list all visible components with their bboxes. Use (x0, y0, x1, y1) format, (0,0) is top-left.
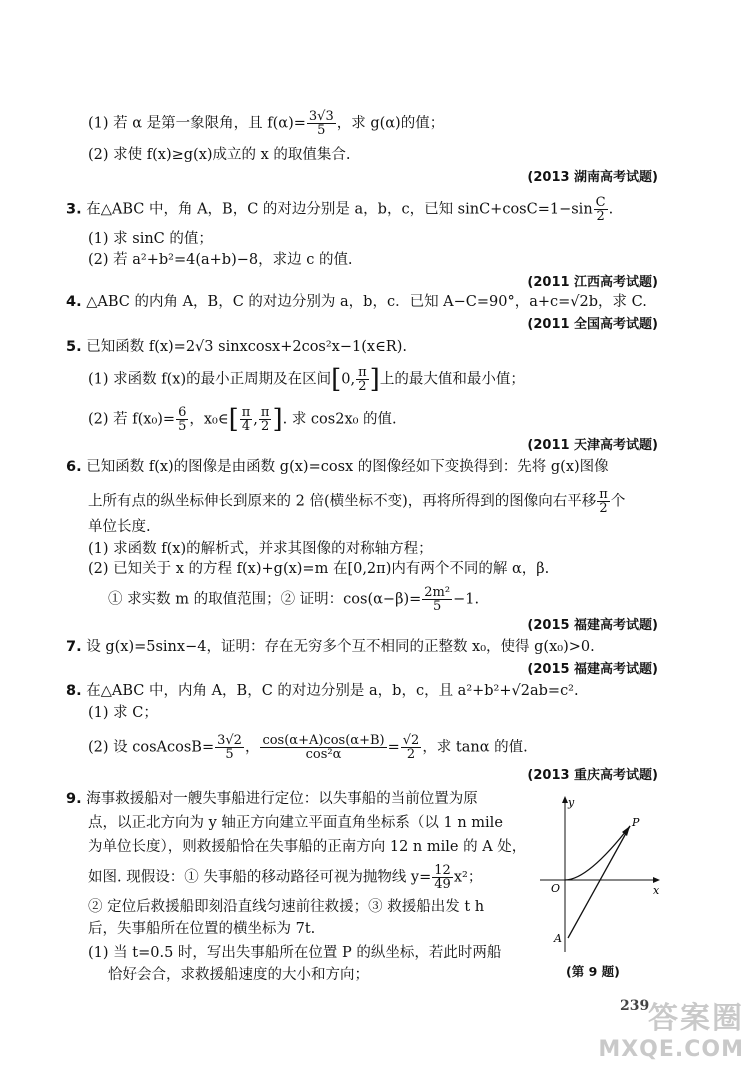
fraction (215, 734, 244, 761)
fraction (597, 488, 610, 515)
source-2011-jiangxi: (2011 江西高考试题) (527, 275, 658, 290)
text: (2) 设 cosAcosB= (88, 739, 215, 756)
label-origin: O (551, 882, 561, 895)
text: 0, (341, 371, 356, 388)
problem-6-line-2 (88, 488, 625, 515)
text: = (387, 739, 400, 756)
problem-9-line-3: 为单位长度），则救援船恰在失事船的正南方向 12 n mile 的 A 处， (88, 839, 527, 855)
fraction (401, 734, 422, 761)
source-2013-chongqing: (2013 重庆高考试题) (527, 768, 658, 783)
problem-4 (66, 291, 647, 313)
problem-9-part-1: (1) 当 t=0.5 时，写出失事船所在位置 P 的纵坐标，若此时两船 (88, 945, 502, 961)
text: −1. (453, 591, 480, 608)
problem-number: 9. (66, 791, 82, 807)
denominator: 49 (434, 877, 451, 892)
fraction (432, 864, 453, 891)
problem-5-part-1 (88, 366, 525, 393)
problem-9 (66, 788, 478, 810)
problem-number: 8. (66, 683, 82, 699)
numerator: 12 (434, 863, 451, 878)
denominator: 5 (178, 419, 187, 434)
label-y: y (568, 796, 575, 809)
source-2011-national: (2011 全国高考试题) (527, 317, 658, 332)
text: 在△ABC 中，内角 A，B，C 的对边分别是 a，b，c，且 a²+b²+√2ab=c². (86, 683, 579, 699)
x-axis-arrow (653, 877, 660, 883)
denominator: 2 (261, 419, 270, 434)
problem-6-part-1: (1) 求函数 f(x)的解析式，并求其图像的对称轴方程； (88, 541, 433, 557)
label-x: x (653, 884, 660, 897)
problem-3-part-1: (1) 求 sinC 的值； (88, 231, 213, 247)
problem-7 (66, 636, 595, 658)
page-number: 239 (620, 998, 650, 1014)
source-2015-fujian-a: (2015 福建高考试题) (527, 618, 658, 633)
rescue-path-line (568, 826, 630, 938)
problem-8-part-1: (1) 求 C； (88, 705, 158, 721)
text: 设 g(x)=5sinx−4，证明：存在无穷多个互不相同的正整数 x₀，使得 g(x₀)>0. (86, 639, 595, 655)
text: ，求 tanα 的值. (422, 739, 528, 756)
watermark-line-1: 答案圈 (648, 1001, 744, 1036)
numerator: π (260, 405, 270, 420)
problem-number: 4. (66, 294, 82, 310)
text: ，x₀∈ (189, 411, 229, 428)
denominator: 2 (406, 747, 416, 762)
problem-3-part-2: (2) 若 a²+b²=4(a+b)−8，求边 c 的值. (88, 252, 353, 268)
label-a: A (554, 932, 562, 945)
problem-9-part-1-cont: 恰好会合，求救援船速度的大小和方向； (108, 967, 369, 983)
fraction (307, 110, 336, 137)
numerator: 2m² (424, 585, 451, 600)
problem-2-part-1 (88, 110, 444, 137)
source-2011-tianjin: (2011 天津高考试题) (527, 438, 658, 453)
problem-9-line-5: ② 定位后救援船即刻沿直线匀速前往救援；③ 救援船出发 t h (88, 899, 485, 915)
text: ，求 g(α)的值； (336, 115, 445, 132)
problem-6-part-2: (2) 已知关于 x 的方程 f(x)+g(x)=m 在[0,2π)内有两个不同的解 α，β. (88, 561, 550, 577)
problem-2-part-2: (2) 求使 f(x)≥g(x)成立的 x 的取值集合. (88, 147, 351, 163)
figure-caption: (第 9 题) (566, 964, 620, 979)
fraction (356, 366, 369, 393)
problem-9-figure (538, 792, 668, 957)
source-2013-hunan: (2013 湖南高考试题) (527, 170, 658, 185)
numerator: 3√2 (217, 733, 242, 748)
problem-6 (66, 456, 609, 478)
problem-8 (66, 680, 579, 702)
text: (2) 若 f(x₀)= (88, 411, 176, 428)
problem-5 (66, 336, 407, 358)
text: 个 (610, 493, 626, 510)
problem-number: 5. (66, 339, 82, 355)
denominator: 2 (599, 501, 608, 516)
text: 上的最大值和最小值； (379, 371, 525, 388)
text: x²； (453, 869, 483, 886)
text: (1) 求函数 f(x)的最小正周期及在区间 (88, 371, 332, 388)
problem-6-line-3: 单位长度. (88, 519, 151, 535)
numerator: π (358, 365, 367, 380)
text: 如图. 现假设：① 失事船的移动路径可视为抛物线 y= (88, 869, 432, 886)
problem-9-line-6: 后，失事船所在位置的横坐标为 7t. (88, 921, 316, 937)
fraction (594, 196, 608, 223)
watermark-line-2: MXQE.COM (598, 1037, 744, 1062)
text: 已知函数 f(x)=2√3 sinxcosx+2cos²x−1(x∈R). (86, 339, 407, 355)
fraction (176, 406, 188, 433)
denominator: 5 (433, 599, 442, 614)
fraction (240, 406, 253, 433)
numerator: π (599, 487, 608, 502)
bracket: [ (228, 404, 239, 435)
text: △ABC 的内角 A，B，C 的对边分别为 a，b，c．已知 A−C=90°，a+c=√2b，求 C. (86, 294, 647, 310)
watermark (598, 993, 744, 1062)
text: . (608, 201, 614, 218)
problem-number: 7. (66, 639, 82, 655)
text: ① 求实数 m 的取值范围；② 证明：cos(α−β)= (108, 591, 422, 608)
numerator: C (595, 195, 606, 210)
numerator: √2 (402, 733, 420, 748)
problem-number: 6. (66, 459, 82, 475)
problem-3 (66, 196, 613, 223)
problem-9-line-4 (88, 864, 482, 891)
label-p: P (632, 816, 640, 829)
text: 上所有点的纵坐标伸长到原来的 2 倍(横坐标不变)，再将所得到的图像向右平移 (88, 493, 597, 510)
numerator: 3√3 (308, 109, 334, 124)
denominator: 5 (225, 747, 234, 762)
fraction (259, 406, 272, 433)
bracket: [ (331, 364, 342, 395)
problem-9-line-2: 点，以正北方向为 y 轴正方向建立平面直角坐标系（以 1 n mile (88, 815, 503, 831)
bracket: ] (272, 404, 283, 435)
denominator: cos²α (305, 747, 342, 762)
fraction (422, 586, 452, 613)
fraction (260, 734, 386, 761)
numerator: cos(α+A)cos(α+B) (262, 733, 385, 748)
source-2015-fujian-b: (2015 福建高考试题) (527, 662, 658, 677)
numerator: π (241, 405, 251, 420)
denominator: 4 (241, 419, 251, 434)
text: ， (244, 739, 260, 756)
problem-8-part-2 (88, 734, 528, 761)
text: . 求 cos2x₀ 的值. (282, 411, 397, 428)
numerator: 6 (178, 405, 187, 420)
text: 海事救援船对一艘失事船进行定位：以失事船的当前位置为原 (86, 791, 478, 807)
problem-6-part-2-sub (108, 586, 479, 613)
text: (1) 若 α 是第一象限角，且 f(α)= (88, 115, 306, 132)
denominator: 5 (317, 123, 326, 138)
problem-number: 3. (66, 201, 82, 218)
bracket: ] (369, 364, 380, 395)
denominator: 2 (358, 379, 367, 394)
text: 在△ABC 中，角 A，B，C 的对边分别是 a，b，c，已知 sinC+cosC=1−sin (86, 201, 593, 218)
text: 已知函数 f(x)的图像是由函数 g(x)=cosx 的图像经如下变换得到：先将 g(x)图像 (86, 459, 609, 475)
denominator: 2 (596, 209, 605, 224)
parabola-curve (565, 826, 630, 880)
problem-5-part-2: (2) 若 f(x₀)= $\frac{6}{5}$ ，x₀∈[ $\frac{\pi}{4}$ , $\frac{\pi}{2}$ ]. 求 cos2x₀ 的值. (88, 404, 397, 435)
